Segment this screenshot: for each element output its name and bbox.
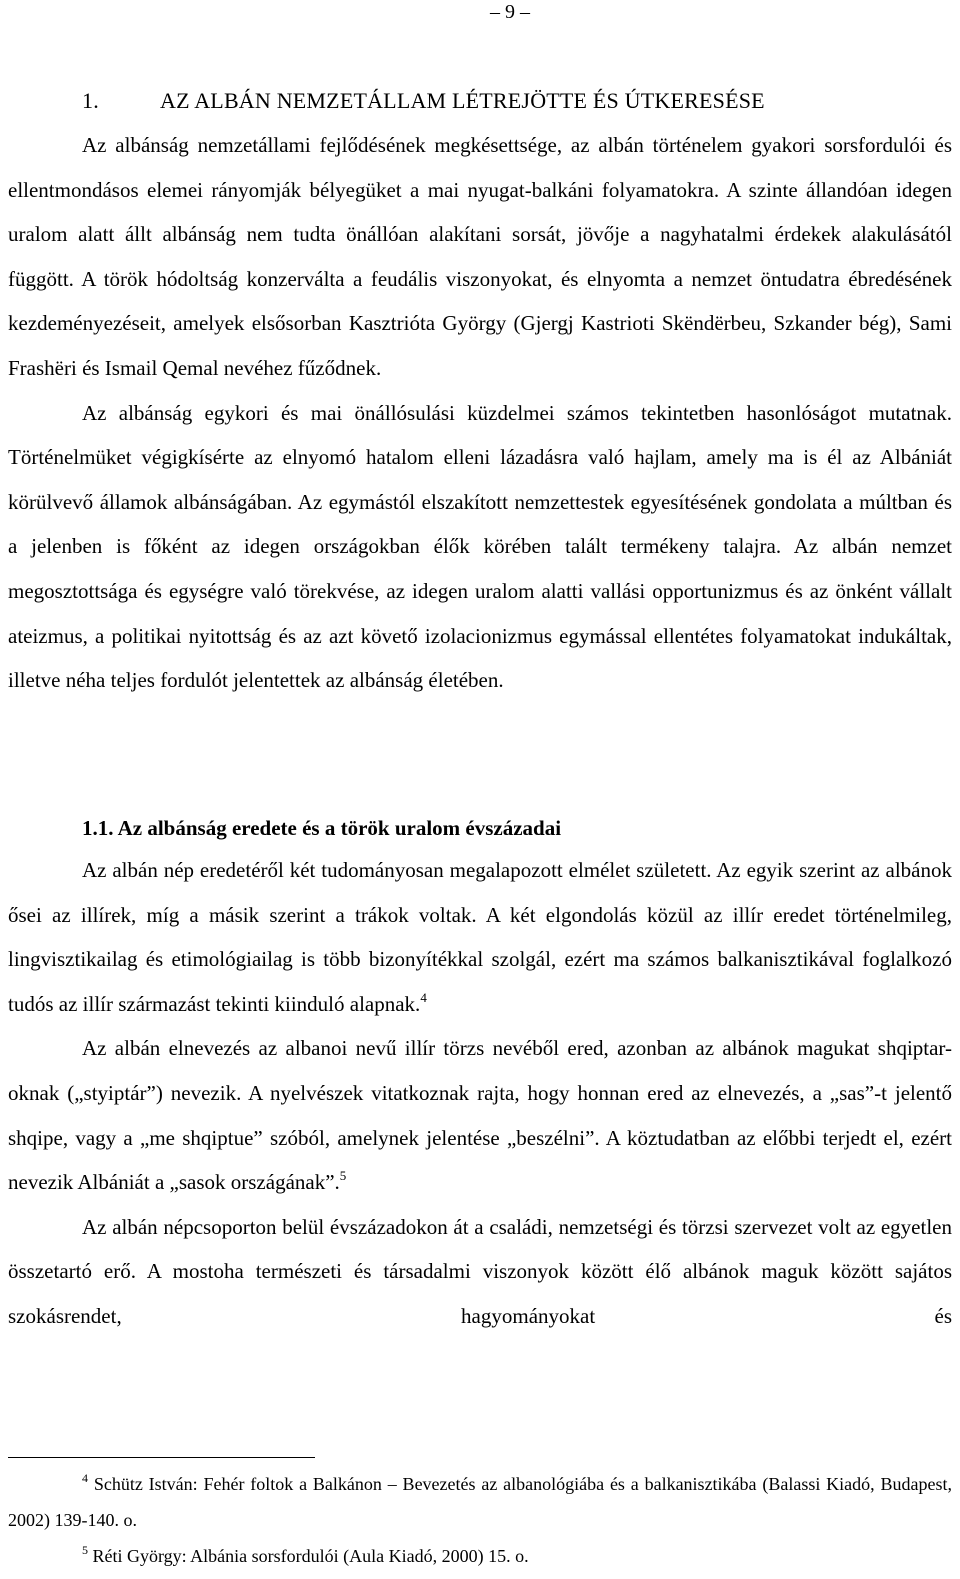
page-number: – 9 – xyxy=(490,1,530,23)
section-heading: 1.1. Az albánság eredete és a török uralom évszázadai xyxy=(82,816,562,840)
chapter-heading xyxy=(82,86,765,116)
footnotes xyxy=(8,1466,952,1574)
footnote-4 xyxy=(8,1466,952,1538)
chapter-body xyxy=(8,123,952,703)
footnote-mark-4: 4 xyxy=(82,1471,88,1485)
footnote-ref-4[interactable]: 4 xyxy=(420,989,427,1005)
section-paragraph-2-text: Az albán elnevezés az albanoi nevű illír törzs nevéből ered, azonban az albánok magukat shqiptar-oknak („styiptár”) nevezik. A nyelvészek vitatkoznak rajta, hogy honnan ered az elnevezés, a „sas”-t jelentő shqipe, vagy a „me shqiptue” szóból, amelynek jelentése „beszélni”. A köztudatban az előbbi terjedt el, ezért nevezik Albániát a „sasok országának”. xyxy=(8,1036,952,1195)
chapter-number: 1. xyxy=(82,88,99,113)
chapter-paragraph-2: Az albánság egykori és mai önállósulási küzdelmei számos tekintetben hasonlóságot mutatnak. Történelmüket végigkísérte az elnyomó hatalom elleni lázadásra való hajlam, amely ma is él az Albániát körülvevő államok albánságában. Az egymástól elszakított nemzettestek egyesítésének gondolata a múltban és a jelenben is főként az idegen országokban élők körében talált termékeny talajra. Az albán nemzet megosztottsága és egységre való törekvése, az idegen uralom alatti vallási opportunizmus és az önként vállalt ateizmus, a politikai nyitottság és az azt követő izolacionizmus egymással ellentétes folyamatokat indukáltak, illetve néha teljes fordulót jelentettek az albánság életében. xyxy=(8,400,952,693)
chapter-paragraph-1: Az albánság nemzetállami fejlődésének megkésettsége, az albán történelem gyakori sorsfordulói és ellentmondásos elemei rányomják bélyegüket a mai nyugat-balkáni folyamatokra. A szinte állandóan idegen uralom alatt állt albánság nem tudta önállóan alakítani sorsát, jövője a nagyhatalmi érdekek alakulásától függött. A török hódoltság konzerválta a feudális viszonyokat, és elnyomta a nemzet öntudatra ébredésének kezdeményezéseit, amelyek elsősorban Kasztrióta György (Gjergj Kastrioti Skëndërbeu, Szkander bég), Sami Frashëri és Ismail Qemal nevéhez fűződnek. xyxy=(8,133,952,380)
chapter-title: AZ ALBÁN NEMZETÁLLAM LÉTREJÖTTE ÉS ÚTKERESÉSE xyxy=(160,88,765,113)
footnote-ref-5[interactable]: 5 xyxy=(339,1168,347,1184)
section-paragraph-2 xyxy=(8,1026,952,1204)
section-paragraph-3: Az albán népcsoporton belül évszázadokon át a családi, nemzetségi és törzsi szervezet volt az egyetlen összetartó erő. A mostoha természeti és társadalmi viszonyok között élő albánok maguk között sajátos szokásrendet, hagyományokat és xyxy=(8,1214,952,1328)
footnote-5 xyxy=(8,1538,952,1574)
footnote-mark-5: 5 xyxy=(82,1543,88,1557)
section-paragraph-1-text: Az albán nép eredetéről két tudományosan megalapozott elmélet született. Az egyik szerint az albánok ősei az illírek, míg a másik szerint a trákok voltak. A két elgondolás közül az illír eredet történelmileg, lingvisztikailag és etimológiailag is több bizonyítékkal szolgál, ezért ma számos balkanisztikával foglalkozó tudós az illír származást tekinti kiinduló alapnak. xyxy=(8,858,952,1016)
footnote-4-text: Schütz István: Fehér foltok a Balkánon – Bevezetés az albanológiába és a balkanisztikába (Balassi Kiadó, Budapest, 2002) 139-140. o. xyxy=(8,1474,952,1530)
section-body xyxy=(8,848,952,1339)
footnote-separator xyxy=(8,1457,315,1458)
section-paragraph-1 xyxy=(8,848,952,1026)
footnote-5-text: Réti György: Albánia sorsfordulói (Aula Kiadó, 2000) 15. o. xyxy=(92,1546,529,1566)
